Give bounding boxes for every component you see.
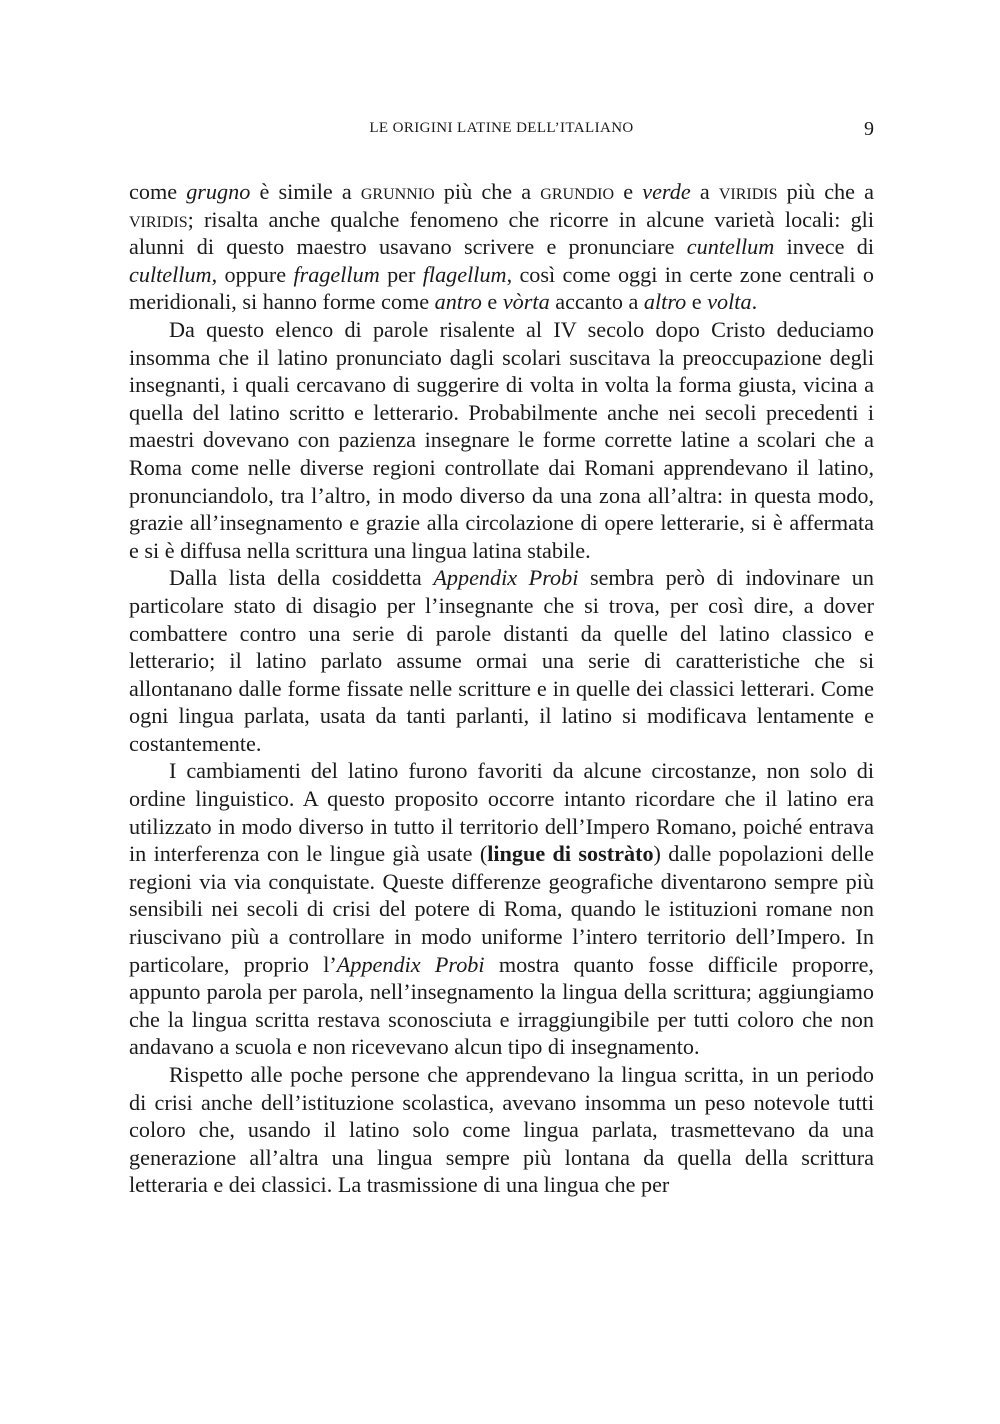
italic-term: cultellum [129, 261, 212, 287]
text-run: Dalla lista della cosiddetta [169, 565, 434, 591]
text-run: ) dalle popolazioni delle regioni via via conquistate. Queste differenze geografiche diventarono sempre più sensibili nei secoli di crisi del potere di Roma, quando le istituzioni romane non riuscivano più a controllare in modo uniforme l’intero territorio dell’Impero. In particolare, proprio l’ [129, 841, 874, 977]
text-run: e [614, 179, 643, 204]
text-run: . [751, 289, 758, 315]
page-number: 9 [864, 118, 874, 140]
text-run: invece di [774, 234, 874, 260]
italic-term: fragellum [293, 261, 380, 287]
italic-term: vòrta [502, 289, 550, 315]
text-run: Rispetto alle poche persone che apprendevano la lingua scritta, in un periodo di crisi anche dell’istituzione scolastica, avevano insomma un peso notevole tutti coloro che, usando il latino solo come lingua parlata, trasmettevano da una generazione all’altra una lingua sempre più lontana da quella della scrittura letteraria e dei classici. La trasmissione di una lingua che per [129, 1062, 874, 1198]
text-run: più che a [434, 179, 541, 204]
small-caps-term: viridis [129, 206, 188, 232]
italic-term: grugno [186, 179, 251, 204]
chapter-title: LE ORIGINI LATINE DELL’ITALIANO [369, 120, 634, 136]
small-caps-term: grundio [540, 179, 615, 204]
italic-term: antro [434, 289, 482, 315]
italic-term: flagellum [422, 261, 507, 287]
small-caps-term: grunnio [360, 179, 435, 204]
text-run: come [129, 179, 187, 204]
italic-term: altro [643, 289, 687, 315]
italic-term: Appendix Probi [336, 951, 485, 977]
small-caps-term: viridis [718, 179, 778, 204]
body-text [129, 178, 874, 1199]
italic-term: cuntellum [686, 234, 775, 260]
bold-term: lingue di sostràto [487, 841, 654, 867]
paragraph [129, 1061, 874, 1199]
text-run: I cambiamenti del latino furono favoriti da alcune circostanze, non solo di ordine linguistico. A questo proposito occorre intanto ricordare che il latino era utilizzato in modo diverso in tutto il territorio dell’Impero Romano, poiché entrava in interferenza con le lingue già usate ( [129, 758, 874, 867]
text-run: più che a [777, 179, 874, 204]
text-run: mostra quanto fosse difficile proporre, appunto parola per parola, nell’insegnamento la lingua della scrittura; aggiungiamo che la lingua scritta restava sconosciuta e irraggiungibile per tutti coloro che non andavano a scuola e non ricevevano alcun tipo di insegnamento. [129, 951, 874, 1060]
text-run: a [690, 179, 719, 204]
text-run: e [481, 289, 503, 315]
text-run: Da questo elenco di parole risalente al IV secolo dopo Cristo deduciamo insomma che il latino pronunciato dagli scolari suscitava la preoccupazione degli insegnanti, i quali cercavano di suggerire di volta in volta la forma giusta, vicina a quella del latino scritto e letterario. Probabilmente anche nei secoli precedenti i maestri dovevano con pazienza insegnare le forme corrette latine a scolari che a Roma come nelle diverse regioni controllate dai Romani apprendevano il latino, pronunciandolo, tra l’altro, in modo diverso da una zona all’altra: in questa modo, grazie all’insegnamento e grazie alla circolazione di opere letterarie, si è affermata e si è diffusa nella scrittura una lingua latina stabile. [129, 316, 874, 563]
paragraph [129, 178, 874, 316]
paragraph [129, 316, 874, 564]
paragraph [129, 757, 874, 1061]
text-run: , così come oggi in certe zone centrali o meridionali, si hanno forme come [129, 261, 874, 315]
italic-term: Appendix Probi [433, 565, 579, 591]
text-run: è simile a [250, 179, 361, 204]
text-run: , oppure [211, 261, 294, 287]
text-run: e [686, 289, 708, 315]
italic-term: volta [707, 289, 752, 315]
text-run: accanto a [549, 289, 644, 315]
text-run: sembra però di indovinare un particolare stato di disagio per l’insegnante che si trova, per così dire, a dover combattere contro una serie di parole distanti da quelle del latino classico e letterario; il latino parlato assume ormai una serie di caratteristiche che si allontanano dalle forme fissate nelle scritture e in quelle dei classici letterari. Come ogni lingua parlata, usata da tanti parlanti, il latino si modificava lentamente e costantemente. [129, 565, 874, 756]
paragraph [129, 564, 874, 757]
text-run: ; risalta anche qualche fenomeno che ricorre in alcune varietà locali: gli alunni di questo maestro usavano scrivere e pronunciare [129, 206, 874, 260]
text-run: per [379, 261, 423, 287]
running-head [129, 120, 874, 144]
italic-term: verde [642, 179, 691, 204]
